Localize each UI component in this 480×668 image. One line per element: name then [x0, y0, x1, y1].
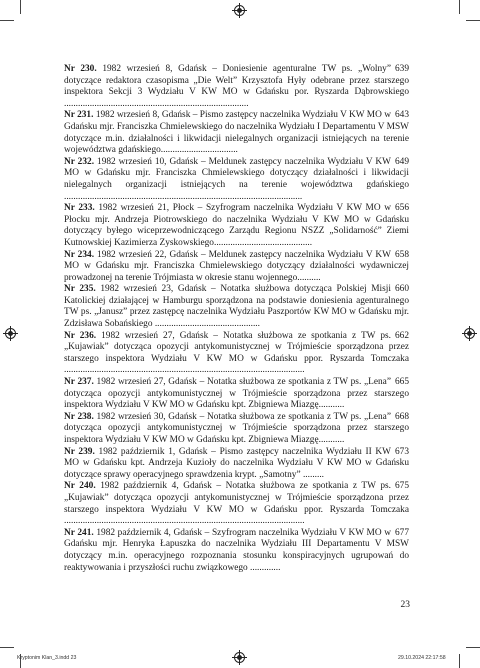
- toc-leader-dots: ...........: [318, 400, 345, 411]
- table-of-contents: [64, 64, 409, 574]
- toc-entry-number: Nr 236.: [64, 330, 97, 341]
- toc-entry[interactable]: [64, 110, 409, 156]
- toc-entry-text: 1982 wrzesień 23, Gdańsk – Notatka służbowa dotycząca Polskiej Misji Katolickiej działającej w Hamburgu sporządzona na podstawie doniesienia agenturalnego TW ps. „Janusz” przez zastępcę naczelnika Wydziału Paszportów KW MO w Gdańsku mjr. Zdzisława Sobańskiego: [64, 284, 409, 330]
- toc-entry-page: 662: [394, 330, 409, 341]
- toc-entry-page: 643: [394, 110, 409, 121]
- toc-entry[interactable]: [64, 331, 409, 377]
- registration-mark-top-icon: [234, 5, 245, 16]
- crop-mark-icon: [466, 20, 480, 21]
- toc-entry[interactable]: [64, 203, 409, 249]
- print-slug-timestamp: 29.10.2024 22:17:58: [398, 655, 446, 661]
- toc-entry-number: Nr 235.: [64, 284, 96, 295]
- page-number: 23: [400, 600, 410, 610]
- toc-leader-dots: .............: [250, 562, 281, 573]
- toc-entry-text: 1982 wrzesień 27, Gdańsk – Notatka służbowa ze spotkania z TW ps. „Kujawiak” dotycząca opozycji antykomunistycznej w Trójmieście sporządzona przez starszego inspektora Wydziału V KW MO w Gdańsku ppor. Ryszarda Tomczaka: [64, 330, 409, 364]
- toc-entry-page: 677: [394, 527, 409, 538]
- toc-entry[interactable]: [64, 528, 409, 574]
- crop-mark-icon: [20, 0, 21, 14]
- toc-entry-text: 1982 wrzesień 30, Gdańsk – Notatka służbowa ze spotkania z TW ps. „Lena” dotycząca opozycji antykomunistycznej w Trójmieście sporządzona przez starszego inspektora Wydziału V KW MO w Gdańsku kpt. Zbigniewa Miazgę: [64, 411, 409, 445]
- toc-leader-dots: ...........: [318, 435, 345, 445]
- print-slug-filename: Kryptonim Klan_3.indd 23: [17, 655, 77, 661]
- toc-entry-text: 1982 wrzesień 8, Gdańsk – Pismo zastępcy naczelnika Wydziału V KW MO w Gdańsku mjr. Franciszka Chmielewskiego do naczelnika Wydziału I Departamentu V MSW dotyczące m.in. działalności i likwidacji nielegalnych organizacji istniejących na terenie województwa gdańskiego: [64, 110, 409, 156]
- toc-entry[interactable]: [64, 157, 409, 203]
- toc-leader-dots: .............................................: [154, 319, 260, 330]
- toc-entry-text: 1982 wrzesień 21, Płock – Szyfrogram naczelnika Wydziału V KW MO w Płocku mjr. Andrzeja Piotrowskiego do naczelnika Wydziału V KW MO w Gdańsku dotyczący byłego wiceprzewodniczącego Zarządu Regionu NSZZ „Solidarność” Ziemi Kutnowskiej Kazimierza Zyskowskiego: [64, 203, 409, 248]
- crop-mark-icon: [0, 20, 14, 21]
- toc-entry-page: 658: [394, 249, 409, 260]
- toc-leader-dots: .........: [302, 469, 324, 480]
- toc-entry-text: 1982 wrzesień 10, Gdańsk – Meldunek zastępcy naczelnika Wydziału V KW MO w Gdańsku mjr. Franciszka Chmielewskiego dotyczący działalności i likwidacji nielegalnych organizacji istniejących na terenie województwa gdańskiego: [64, 156, 409, 190]
- toc-entry-page: 656: [394, 203, 409, 214]
- toc-leader-dots: .......................................................................................................: [64, 516, 305, 527]
- toc-entry-number: Nr 232.: [64, 156, 95, 167]
- registration-mark-right-icon: [464, 328, 475, 339]
- toc-entry-page: 668: [394, 411, 409, 422]
- toc-entry-number: Nr 240.: [64, 481, 96, 492]
- toc-entry-page: 665: [394, 377, 409, 388]
- toc-entry-number: Nr 239.: [64, 446, 95, 457]
- toc-entry-number: Nr 234.: [64, 249, 95, 260]
- toc-leader-dots: ...............................................................................: [64, 98, 249, 109]
- toc-leader-dots: ..........: [297, 272, 321, 283]
- toc-entry-number: Nr 237.: [64, 377, 94, 388]
- crop-mark-icon: [459, 0, 460, 14]
- toc-entry[interactable]: [64, 250, 409, 285]
- crop-mark-icon: [466, 647, 480, 648]
- toc-entry-number: Nr 231.: [64, 110, 94, 121]
- toc-entry-text: 1982 październik 1, Gdańsk – Pismo zastępcy naczelnika Wydziału II KW MO w Gdańsku kpt. Andrzeja Kuzioły do naczelnika Wydziału V KW MO w Gdańsku dotyczące sprawy operacyjnego sprawdzenia krypt. „Samotny”: [64, 446, 409, 480]
- toc-entry-page: 649: [394, 156, 409, 167]
- toc-entry-page: 660: [394, 284, 409, 295]
- toc-entry-text: 1982 październik 4, Gdańsk – Notatka służbowa ze spotkania z TW ps. „Kujawiak” dotycząca opozycji antykomunistycznej w Trójmieście sporządzona przez starszego inspektora Wydziału V KW MO w Gdańsku ppor. Ryszarda Tomczaka: [64, 481, 409, 515]
- registration-mark-left-icon: [5, 328, 16, 339]
- toc-entry[interactable]: [64, 481, 409, 527]
- crop-mark-icon: [459, 654, 460, 668]
- toc-entry[interactable]: [64, 377, 409, 412]
- toc-entry-number: Nr 230.: [64, 64, 97, 74]
- toc-leader-dots: .................................: [160, 145, 238, 156]
- toc-entry-text: 1982 październik 4, Gdańsk – Szyfrogram naczelnika Wydziału V KW MO w Gdańsku mjr. Henryka Łapuszka do naczelnika Wydziału III Departamentu V MSW dotyczący m.in. operacyjnego rozpoznania stosunku konspiracyjnych ugrupowań do reaktywowania i przyszłości ruchu związkowego: [64, 527, 409, 573]
- toc-entry[interactable]: [64, 412, 409, 447]
- toc-entry-number: Nr 233.: [64, 203, 95, 214]
- registration-mark-bottom-icon: [234, 652, 245, 663]
- toc-entry-text: 1982 wrzesień 27, Gdańsk – Notatka służbowa ze spotkania z TW ps. „Lena” dotycząca opozycji antykomunistycznej w Trójmieście sporządzona przez starszego inspektora Wydziału V KW MO w Gdańsku kpt. Zbigniewa Miazgę: [64, 377, 409, 411]
- toc-entry[interactable]: [64, 284, 409, 330]
- toc-entry-number: Nr 238.: [64, 411, 94, 422]
- toc-leader-dots: ......................................................................................................: [64, 191, 303, 202]
- toc-entry[interactable]: [64, 447, 409, 482]
- toc-entry-page: 675: [394, 481, 409, 492]
- toc-entry-text: 1982 wrzesień 22, Gdańsk – Meldunek zastępcy naczelnika Wydziału V KW MO w Gdańsku mjr. Franciszka Chmielewskiego dotyczący działalności wydawniczej prowadzonej na terenie Trójmiasta w okresie stanu wojennego: [64, 249, 409, 283]
- toc-entry-page: 639: [394, 64, 409, 74]
- toc-entry[interactable]: [64, 64, 409, 110]
- crop-mark-icon: [0, 647, 14, 648]
- toc-leader-dots: ..........................................: [213, 237, 313, 248]
- toc-entry-number: Nr 241.: [64, 527, 94, 538]
- toc-entry-text: 1982 wrzesień 8, Gdańsk – Doniesienie agenturalne TW ps. „Wolny” dotyczące redaktora czasopisma „Die Welt” Krzysztofa Hyły odebrane przez starszego inspektora Sekcji 3 Wydziału V KW MO w Gdańsku por. Ryszarda Dąbrowskiego: [64, 64, 409, 98]
- toc-entry-page: 673: [394, 446, 409, 457]
- toc-leader-dots: .......................................................................................................: [64, 365, 305, 376]
